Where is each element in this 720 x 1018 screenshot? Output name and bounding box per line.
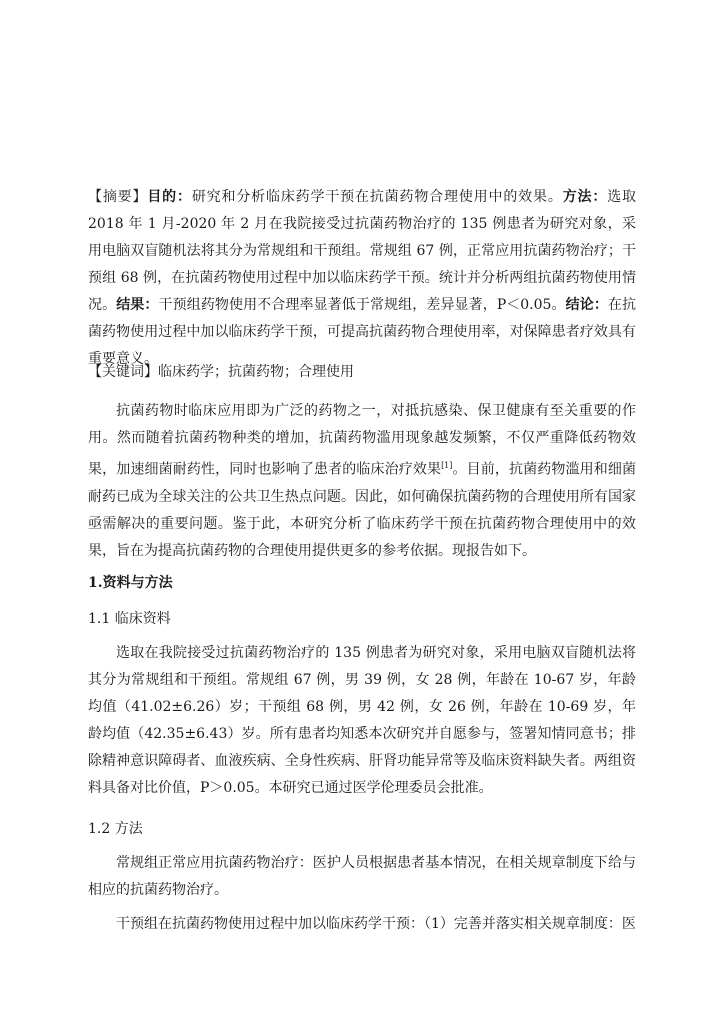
intro-paragraph bbox=[88, 398, 636, 565]
citation-ref: [1] bbox=[441, 461, 453, 470]
result-label: 结果： bbox=[116, 297, 159, 313]
conclusion-label: 结论： bbox=[565, 297, 608, 313]
purpose-text: 研究和分析临床药学干预在抗菌药物合理使用中的效果。 bbox=[191, 189, 563, 205]
method-label: 方法： bbox=[562, 189, 608, 205]
purpose-label: 目的： bbox=[147, 189, 192, 205]
methods-paragraph-control: 常规组正常应用抗菌药物治疗：医护人员根据患者基本情况，在相关规章制度下给与相应的抗菌药物治疗。 bbox=[88, 855, 636, 898]
section-title: 1.资料与方法 bbox=[88, 575, 173, 591]
subsection-title-clinical-data: 1.1 临床资料 bbox=[88, 611, 171, 627]
intro-text-2: 。目前，抗菌药物滥用和细菌耐药已成为全球关注的公共卫生热点问题。因此，如何确保抗菌药物的合理使用所有国家亟需解决的重要问题。鉴于此，本研究分析了临床药学干预在抗菌药物合理使用中的效果，旨在为提高抗菌药物的合理使用提供更多的参考依据。现报告如下。 bbox=[88, 461, 636, 559]
conclusion-text: 在抗菌药物使用过程中加以临床药学干预，可提高抗菌药物合理使用率，对保障患者疗效具有重要意义。 bbox=[88, 297, 637, 367]
subsection-title-methods: 1.2 方法 bbox=[88, 821, 143, 837]
method-text: 选取 2018 年 1 月-2020 年 2 月在我院接受过抗菌药物治疗的 135 例患者为研究对象，采用电脑双盲随机法将其分为常规组和干预组。常规组 67 例，正常应用抗菌药物治疗；干预组 68 例，在抗菌药物使用过程中加以临床药学干预。统计并分析两组抗菌药物使用情况。 bbox=[88, 189, 637, 313]
methods-paragraph-intervention: 干预组在抗菌药物使用过程中加以临床药学干预：（1）完善并落实相关规章制度：医 bbox=[116, 916, 636, 932]
keywords-paragraph bbox=[88, 359, 636, 386]
abstract-bracket-label: 【摘要】 bbox=[88, 189, 148, 205]
abstract-paragraph bbox=[88, 184, 636, 373]
result-text: 干预组药物使用不合理率显著低于常规组，差异显著，P＜0.05。 bbox=[158, 297, 566, 313]
intro-text-1: 抗菌药物时临床应用即为广泛的药物之一，对抵抗感染、保卫健康有至关重要的作用。然而随着抗菌药物种类的增加，抗菌药物滥用现象越发频繁，不仅严重降低药物效果，加速细菌耐药性，同时也影响了患者的临床治疗效果 bbox=[88, 403, 636, 478]
keywords-text: 临床药学；抗菌药物；合理使用 bbox=[158, 364, 354, 380]
clinical-data-paragraph: 选取在我院接受过抗菌药物治疗的 135 例患者为研究对象，采用电脑双盲随机法将其分为常规组和干预组。常规组 67 例，男 39 例，女 28 例，年龄在 10-67 岁，年龄均值（41.02±6.26）岁；干预组 68 例，男 42 例，女 26 例，年龄在 10-69 岁，年龄均值（42.35±6.43）岁。所有患者均知悉本次研究并自愿参与，签署知情同意书；排除精神意识障碍者、血液疾病、全身性疾病、肝肾功能异常等及临床资料缺失者。两组资料具备对比价值，P＞0.05。本研究已通过医学伦理委员会批准。 bbox=[88, 645, 636, 796]
keywords-label: 【关键词】 bbox=[88, 364, 158, 380]
